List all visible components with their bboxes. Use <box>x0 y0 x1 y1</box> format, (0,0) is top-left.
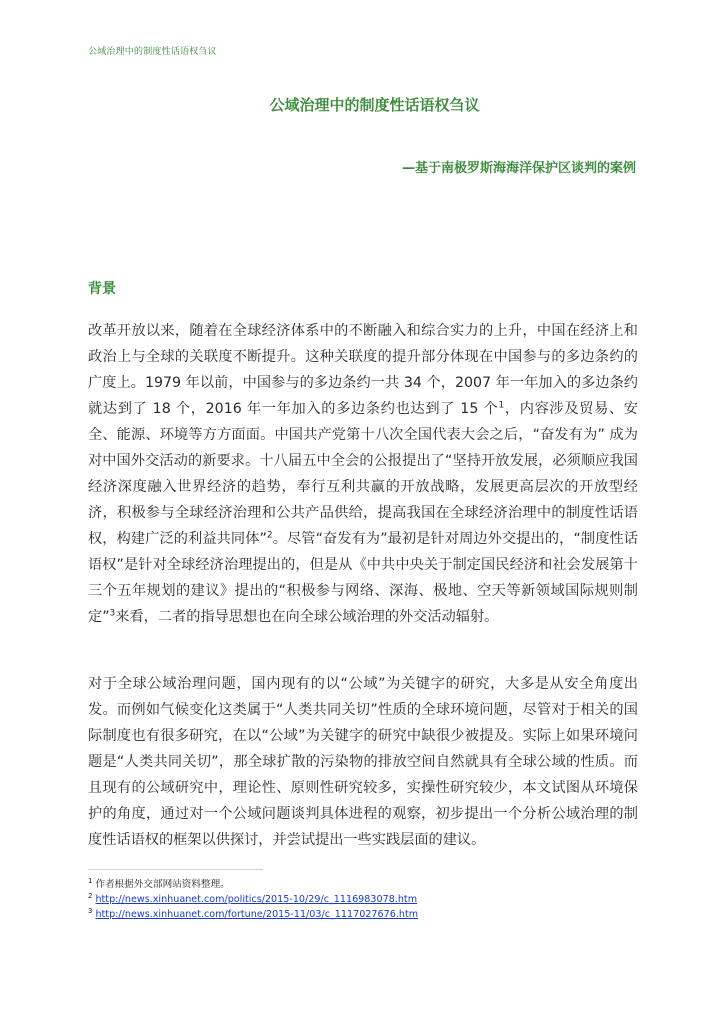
paragraph-2: 对于全球公域治理问题，国内现有的以“公域”为关键字的研究，大多是从安全角度出发。而例如气候变化这类属于“人类共同关切”性质的全球环境问题，尽管对于相关的国际制度也有很多研究，在以“公域”为关键字的研究中缺很少被提及。实际上如果环境问题是“人类共同关切”，那全球扩散的污染物的排放空间自然就具有全球公域的性质。而且现有的公域研究中，理论性、原则性研究较多，实操性研究较少，本文试图从环境保护的角度，通过对一个公域问题谈判具体进程的观察，初步提出一个分析公域治理的制度性话语权的框架以供探讨，并尝试提出一些实践层面的建议。 <box>88 676 638 848</box>
paragraph-1-part-3: 。尽管“奋发有为”最初是针对周边外交提出的，“制度性话语权”是针对全球经济治理提出的，但是从《中共中央关于制定国民经济和社会发展第十三个五年规划的建议》提出的“积极参与网络、深海、极地、空天等新领域国际规则制定” <box>88 531 638 625</box>
document-subtitle: —基于南极罗斯海海洋保护区谈判的案例 <box>401 161 636 176</box>
paragraph-1-part-1: 改革开放以来，随着在全球经济体系中的不断融入和综合实力的上升，中国在经济上和政治上与全球的关联度不断提升。这种关联度的提升部分体现在中国参与的多边条约的广度上。1979 年以前，中国参与的多边条约一共 34 个，2007 年一年加入的多边条约就达到了 18 个，2016 年一年加入的多边条约也达到了 15 个 <box>88 323 638 417</box>
footnote-3-link[interactable]: http://news.xinhuanet.com/fortune/2015-11/03/c_1117027676.htm <box>95 909 419 920</box>
footnote-ref-1[interactable]: 1 <box>498 400 505 411</box>
footnote-ref-2[interactable]: 2 <box>266 530 273 541</box>
running-header: 公域治理中的制度性话语权刍议 <box>88 47 217 57</box>
section-heading-background: 背景 <box>88 281 116 297</box>
footnote-3-number: 3 <box>88 906 93 915</box>
footnote-2-link[interactable]: http://news.xinhuanet.com/politics/2015-10/29/c_1116983078.htm <box>95 894 418 905</box>
paragraph-1-part-2: ，内容涉及贸易、安全、能源、环境等方方面面。中国共产党第十八次全国代表大会之后，“奋发有为” 成为对中国外交活动的新要求。十八届五中全会的公报提出了“坚持开放发展，必须顺应我国经济深度融入世界经济的趋势，奉行互利共赢的开放战略，发展更高层次的开放型经济，积极参与全球经济治理和公共产品供给，提高我国在全球经济治理中的制度性话语权，构建广泛的利益共同体” <box>88 401 638 547</box>
footnote-2 <box>88 892 418 907</box>
paragraph-1-part-4: 来看，二者的指导思想也在向全球公域治理的外交活动辐射。 <box>115 609 499 625</box>
footnote-2-number: 2 <box>88 891 93 900</box>
footnote-1-number: 1 <box>88 876 93 885</box>
footnote-1-text: 作者根据外交部网站资料整理。 <box>95 879 230 890</box>
document-title: 公域治理中的制度性话语权刍议 <box>269 96 480 114</box>
footnotes <box>88 877 418 922</box>
footnote-ref-3[interactable]: 3 <box>109 608 116 619</box>
paragraph-1 <box>88 318 638 630</box>
footnote-3 <box>88 907 418 922</box>
footnote-separator <box>88 869 263 870</box>
footnote-1 <box>88 877 418 892</box>
